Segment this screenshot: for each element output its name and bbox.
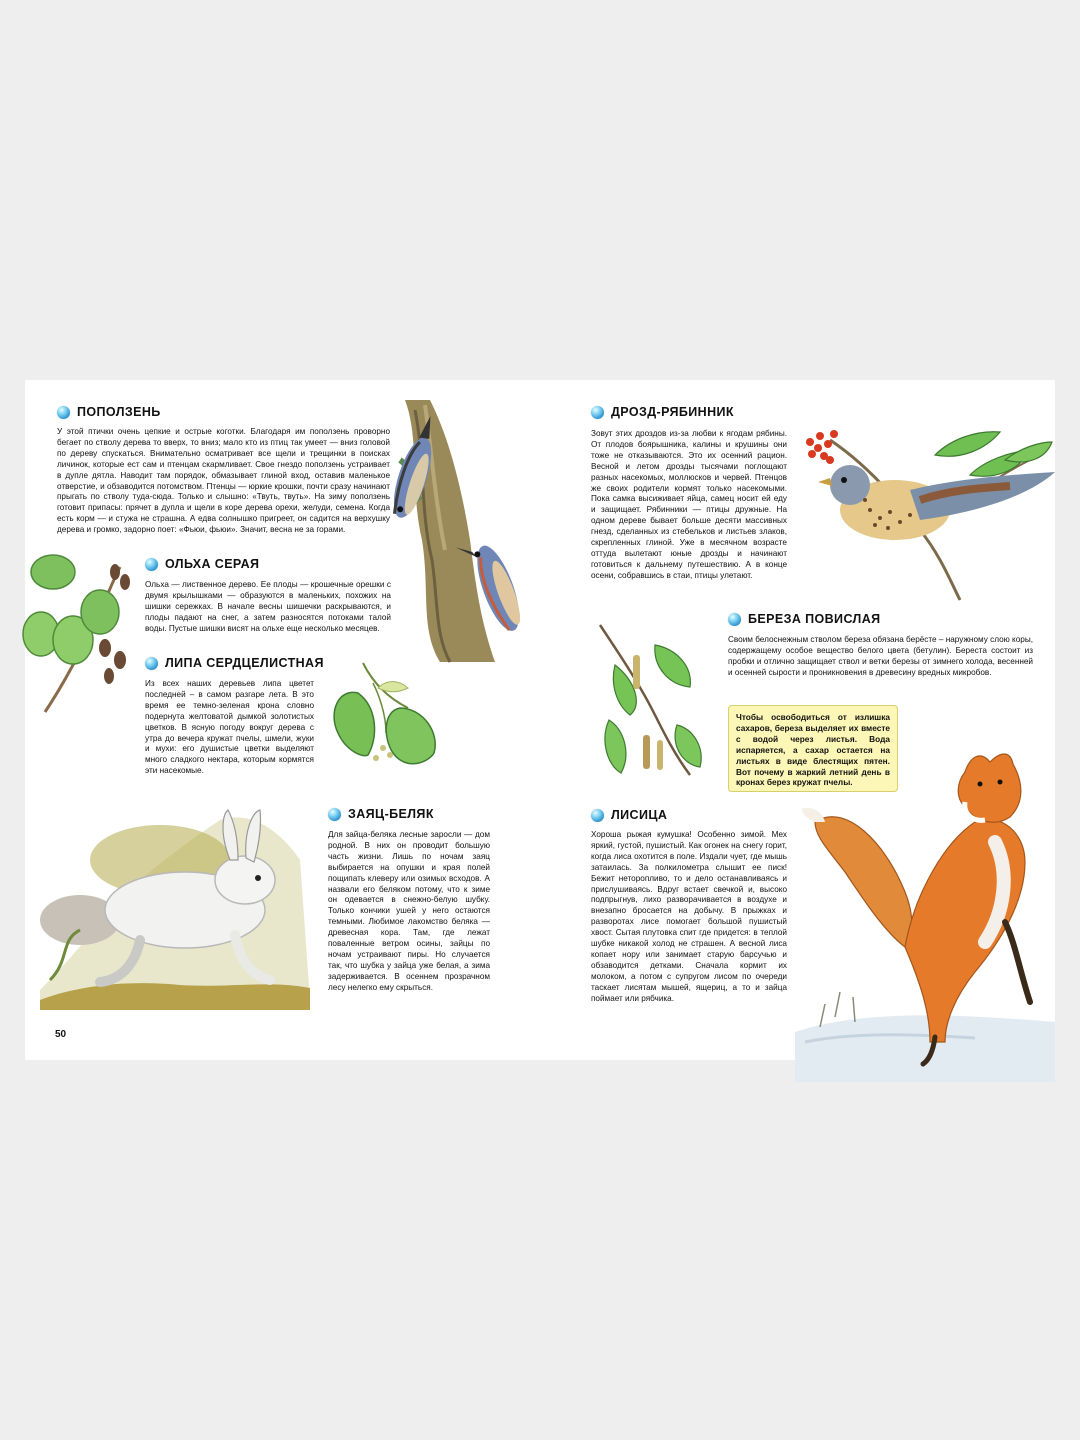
text-drozd: Зовут этих дроздов из-за любви к ягодам рябины. От плодов боярышника, калины и крушины они тоже не отказываются. Это их осенний рацион. Весной и летом дрозды тысячами поглощают разных насекомых, моллюсков и червей. Птенцов же своих родители кормят только насекомыми. Пока самка высиживает яйца, самец носит ей еду и защищает. Рябинники — птицы дружные. На одном дереве бывает больше десяти массивных гнезд, сделанных из стебельков и листьев злаков, скрепленных глиной. Уже в месячном возрасте оттуда вылетают юные дрозды и начинают готовиться к дальнему путешествию. А в конце осени, собравшись в стаи, птицы улетают.: [591, 429, 787, 580]
bullet-icon: [145, 558, 158, 571]
bullet-icon: [591, 406, 604, 419]
text-bereza: Своим белоснежным стволом береза обязана берёсте – наружному слою коры, содержащему особое вещество белого цвета (бетулин). Береста состоит из пробки и отлично защищает ствол и ветки березы от зимнего холода, весенней и осенней сырости и проникновения в древесину вредных микробов.: [728, 635, 1033, 677]
heading-olkha: [145, 557, 259, 571]
heading-text: ДРОЗД-РЯБИННИК: [611, 405, 734, 419]
heading-lisitsa: [591, 808, 667, 822]
heading-text: ОЛЬХА СЕРАЯ: [165, 557, 260, 571]
bullet-icon: [728, 613, 741, 626]
bullet-icon: [57, 406, 70, 419]
heading-text: ЛИСИЦА: [611, 808, 668, 822]
bullet-icon: [145, 657, 158, 670]
linden-illustration: [328, 663, 440, 771]
birch-illustration: [595, 625, 710, 780]
heading-zayats: [328, 807, 434, 821]
text-olkha: Ольха — лиственное дерево. Ее плоды — крошечные орешки с двумя крылышками — образуются в маленьких, похожих на шишки сережках. В начале весны шишечки раскрываются, и плоды падают на снег, а затем разносятся потоками талой воды. Пустые шишки висят на ольхе еще несколько месяцев.: [145, 580, 391, 633]
hare-illustration: [40, 800, 310, 1010]
page-number: 50: [55, 1029, 67, 1040]
bullet-icon: [328, 808, 341, 821]
heading-bereza: [728, 612, 881, 626]
nuthatch-illustration: [400, 400, 518, 662]
heading-text: ПОПОЛЗЕНЬ: [77, 405, 161, 419]
heading-text: БЕРЕЗА ПОВИСЛАЯ: [748, 612, 881, 626]
text-zayats: Для зайца-беляка лесные заросли — дом родной. В них он проводит большую часть жизни. Лишь по ночам заяц выбирается на опушки и края полей пощипать клеверу или озимых всходов. А назвали его беляком потому, что к зиме он одевается в снежно-белую шубку. Только кончики ушей у него остаются темными. Любимое лакомство беляка — древесная кора. Там, где лежат поваленные ветром осины, зайцы по ночам устраивают пиры. Но случается так, что шубка у зайца уже белая, а зима задерживается. В осеннем прозрачном лесу нелегко ему скрыться.: [328, 830, 490, 992]
text-lipa: Из всех наших деревьев липа цветет последней – в самом разгаре лета. В это время ее темно-зеленая крона словно подернута желтоватой дымкой золотистых цветков. В ясную погоду вокруг дерева с утра до вечера кружат пчелы, шмели, жуки и мухи: его душистые цветки выделяют много сладкого нектара, которым кормятся эти насекомые.: [145, 679, 314, 776]
heading-lipa: [145, 656, 324, 670]
fox-illustration: [795, 742, 1055, 1082]
heading-text: ЗАЯЦ-БЕЛЯК: [348, 807, 434, 821]
bullet-icon: [591, 809, 604, 822]
alder-illustration: [25, 552, 137, 718]
heading-text: ЛИПА СЕРДЦЕЛИСТНАЯ: [165, 656, 324, 670]
fieldfare-illustration: [800, 420, 1060, 605]
note-bereza: Чтобы освободиться от излишка сахаров, береза выделяет их вместе с водой через листья. Вода испаряется, а сахар остается на листьях в виде блестящих пятен. Вот почему в жаркий летний день в кронах берез кружат пчелы.: [728, 705, 898, 792]
heading-popolzen: [57, 405, 161, 419]
text-popolzen: У этой птички очень цепкие и острые коготки. Благодаря им поползень проворно бегает по стволу дерева то вверх, то вниз; мало кто из птиц так умеет — вниз головой по дереву спускаться. Внимательно осматривает все щели и трещинки в поисках личинок, которые ест сам и птенцам скармливает. Свое гнездо поползень устраивает в дупле дятла. Наводит там порядок, обмазывает глиной вход, оставив маленькое отверстие, и обзаводится потомством. Птенцы — юркие крошки, почти сразу начинают прыгать по стволу туда-сюда. Только и слышно: «Твуть, твуть». На зиму поползень готовит припасы: прячет в дупла и щели в коре дерева орехи, желуди, семена. Когда есть корм — и стужа не страшна. А едва солнышко пригреет, он садится на верхушку дерева и громко, задорно поет: «Фьюи, фьюи». Значит, весна не за горами.: [57, 427, 390, 535]
heading-drozd: [591, 405, 734, 419]
text-lisitsa: Хороша рыжая кумушка! Особенно зимой. Мех яркий, густой, пушистый. Как огонек на снегу горит, когда лиса охотится в поле. Издали чует, где мышь затаилась. За полкилометра слышит ее писк! Бежит неторопливо, то и дело останавливаясь и прислушиваясь. Вдруг встает свечкой и, высоко подпрыгнув, лихо разворачивается в воздухе и внезапно бросается на добычу. В прыжках и разворотах лисе помогает большой пушистый хвост. Сытая плутовка спит где придется: в теплой шубке никакой холод не страшен. А весной лиса копает нору или занимает старую барсучью и обзаводится детками. Сначала кормит их молоком, а потом с супругом лисом по очереди таскает лисятам мышей, ящериц, а то и зайца поймает или рябчика.: [591, 830, 787, 1003]
